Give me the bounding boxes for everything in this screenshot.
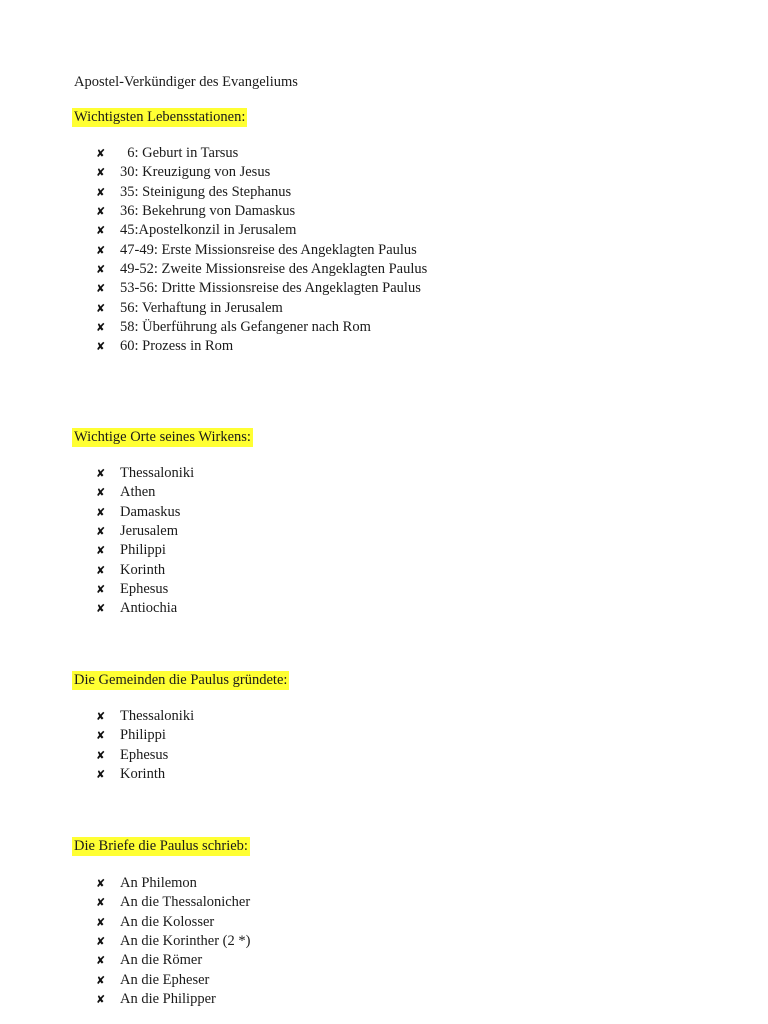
x-mark-icon: ✘ [96,896,106,910]
x-mark-icon: ✘ [96,340,106,354]
x-mark-icon: ✘ [96,321,106,335]
x-mark-icon: ✘ [96,467,106,480]
section-heading-briefe: Die Briefe die Paulus schrieb: [74,838,248,854]
section-heading-lebensstationen: Wichtigsten Lebensstationen: [74,109,246,125]
x-mark-icon: ✘ [96,935,106,949]
x-mark-icon: ✘ [96,915,106,929]
section-heading-orte: Wichtige Orte seines Wirkens: [74,429,251,445]
x-mark-icon: ✘ [96,544,106,558]
x-mark-icon: ✘ [96,301,106,315]
x-mark-icon: ✘ [96,486,106,500]
x-mark-icon: ✘ [96,710,106,723]
x-mark-icon: ✘ [96,243,106,257]
x-mark-icon: ✘ [96,525,106,539]
x-mark-icon: ✘ [96,505,106,519]
x-mark-icon: ✘ [96,954,106,968]
x-mark-icon: ✘ [96,282,106,296]
x-mark-icon: ✘ [96,768,106,782]
x-mark-icon: ✘ [96,602,106,616]
x-mark-icon: ✘ [96,147,106,160]
x-mark-icon: ✘ [96,973,106,987]
x-mark-icon: ✘ [96,166,106,180]
x-mark-icon: ✘ [96,583,106,597]
x-mark-icon: ✘ [96,263,106,277]
document-page: Apostel-Verkündiger des Evangeliums Wichtigsten Lebensstationen: ✘ 6: Geburt in Tarsus ✘ 30: Kreuzigung von Jesus ✘ 35: Steinigung des Stephanus ✘ 36: Bekehrung von Damaskus ✘ 45:Apostelkonzil in Jerusalem ✘ 47-49: Erste Missionsreise des Angeklagten Paulus ✘ 49-52: Zweite Missionsreise des Angeklagten Paulus ✘ 53-56: Dritte Missionsreise des Angeklagten Paulus ✘ 56: Verhaftung in Jerusalem ✘ 58: Überführung als Gefangener nach Rom ✘ 60: Prozess in Rom Wichtige Orte seines Wirkens: ✘ Thessaloniki ✘ Athen ✘ Damaskus ✘ Jerusalem ✘ Philippi ✘ Korinth ✘ Ephesus ✘ Antiochia Die Gemeinden die Paulus gründete: ✘ Thessaloniki ✘ Philippi ✘ Ephesus ✘ Korinth Die Briefe die Paulus schrieb: ✘ An Philemon ✘ An die Thessalonicher ✘ An die Kolosser ✘ An die Korinther (2 *) ✘ An die Römer ✘ An die Epheser ✘ An die Philipper [0,0,768,1024]
x-mark-icon: ✘ [96,748,106,762]
x-mark-icon: ✘ [96,877,106,890]
section-heading-gemeinden: Die Gemeinden die Paulus gründete: [74,672,288,688]
x-mark-icon: ✘ [96,185,106,199]
x-mark-icon: ✘ [96,563,106,577]
x-mark-icon: ✘ [96,993,106,1007]
x-mark-icon: ✘ [96,729,106,743]
document-title: Apostel-Verkündiger des Evangeliums [74,74,298,90]
x-mark-icon: ✘ [96,205,106,219]
x-mark-icon: ✘ [96,224,106,238]
